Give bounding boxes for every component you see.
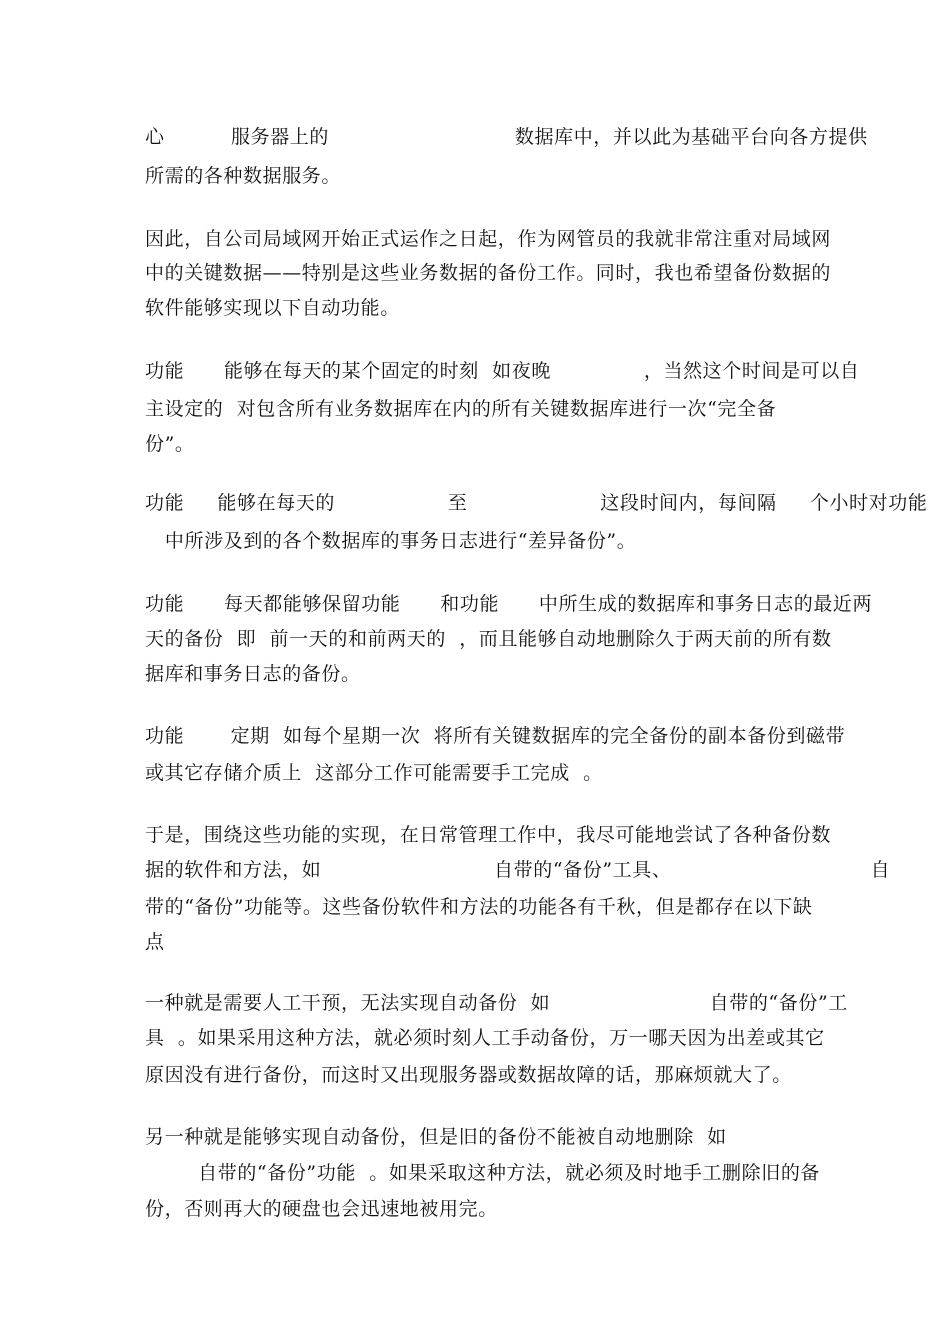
paragraph-line: 据的软件和方法，如 自带的“备份”工具、 自 (145, 859, 891, 881)
paragraph-line: 点 (145, 931, 165, 953)
paragraph-line: 自带的“备份”功能 。如果采取这种方法，就必须及时地手工删除旧的备 (145, 1162, 821, 1184)
paragraph-line: 功能 每天都能够保留功能 和功能 中所生成的数据库和事务日志的最近两 (145, 593, 873, 615)
paragraph-line: 软件能够实现以下自动功能。 (145, 297, 400, 319)
paragraph-line: 功能 能够在每天的某个固定的时刻 如夜晚 ，当然这个时间是可以自 (145, 360, 860, 382)
paragraph-line: 具 。如果采用这种方法，就必须时刻人工手动备份，万一哪天因为出差或其它 (145, 1027, 825, 1049)
paragraph-line: 带的“备份”功能等。这些备份软件和方法的功能各有千秋，但是都存在以下缺 (145, 896, 813, 918)
paragraph-line: 主设定的 对包含所有业务数据库在内的所有关键数据库进行一次“完全备 (145, 398, 777, 420)
paragraph-line: 中所涉及到的各个数据库的事务日志进行“差异备份”。 (145, 530, 637, 552)
paragraph-line: 中的关键数据——特别是这些业务数据的备份工作。同时，我也希望备份数据的 (145, 262, 832, 284)
paragraph-line: 所需的各种数据服务。 (145, 165, 342, 187)
paragraph-line: 功能 定期 如每个星期一次 将所有关键数据库的完全备份的副本备份到磁带 (145, 725, 846, 747)
paragraph-line: 功能 能够在每天的 至 这段时间内，每间隔 个小时对功能 (145, 492, 928, 514)
paragraph-line: 因此，自公司局域网开始正式运作之日起，作为网管员的我就非常注重对局域网 (145, 228, 832, 250)
paragraph-line: 心 服务器上的 数据库中，并以此为基础平台向各方提供 (145, 126, 868, 148)
paragraph-line: 原因没有进行备份，而这时又出现服务器或数据故障的话，那麻烦就大了。 (145, 1064, 792, 1086)
paragraph-line: 据库和事务日志的备份。 (145, 663, 361, 685)
paragraph-line: 另一种就是能够实现自动备份，但是旧的备份不能被自动地删除 如 (145, 1126, 727, 1148)
paragraph-line: 天的备份 即 前一天的和前两天的 ，而且能够自动地删除久于两天前的所有数 (145, 628, 832, 650)
paragraph-line: 份，否则再大的硬盘也会迅速地被用完。 (145, 1198, 498, 1220)
paragraph-line: 于是，围绕这些功能的实现，在日常管理工作中，我尽可能地尝试了各种备份数 (145, 824, 832, 846)
paragraph-line: 份”。 (145, 433, 195, 455)
paragraph-line: 或其它存储介质上 这部分工作可能需要手工完成 。 (145, 762, 603, 784)
paragraph-line: 一种就是需要人工干预，无法实现自动备份 如 自带的“备份”工 (145, 992, 848, 1014)
